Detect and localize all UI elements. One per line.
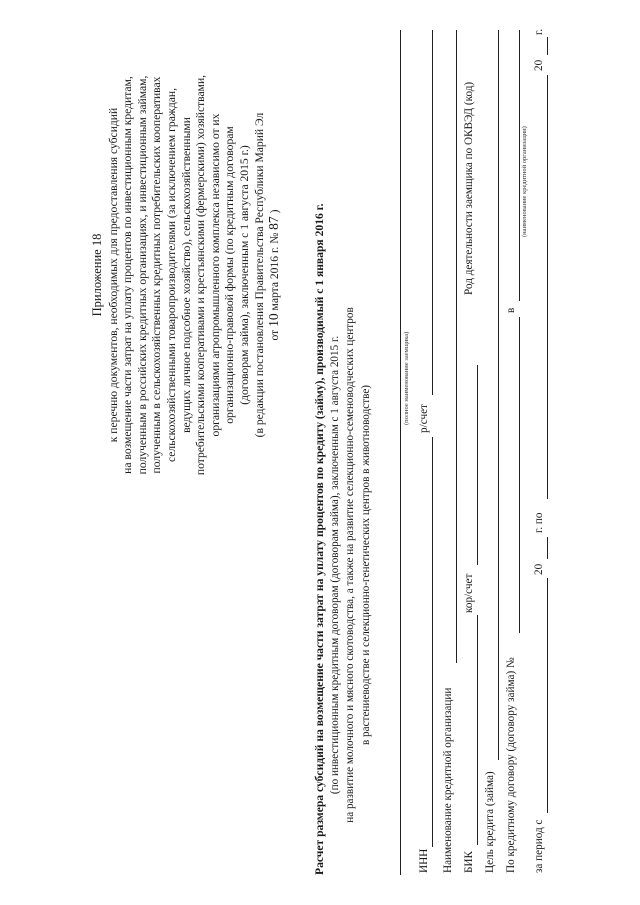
- period-label: за период с: [533, 819, 545, 873]
- calculation-title-block: [312, 203, 374, 875]
- year-suffix: г. по: [533, 512, 545, 533]
- ks-line[interactable]: [477, 365, 478, 565]
- bank-in-line[interactable]: [519, 30, 520, 301]
- bik-line[interactable]: [477, 615, 478, 845]
- year-to-line[interactable]: [547, 37, 548, 55]
- appendix-line: организационно-правовой формы (по кредитным договорам: [223, 126, 237, 424]
- contract-number-line[interactable]: [519, 317, 520, 633]
- bank-name-label: Наименование кредитной организации: [442, 687, 454, 873]
- rs-line[interactable]: [432, 30, 433, 395]
- inn-label: ИНН: [418, 848, 430, 873]
- appendix-title: Приложение 18: [90, 233, 104, 317]
- bank-name-line[interactable]: [456, 30, 457, 663]
- resolution-date-line: [267, 0, 283, 555]
- date-day: 10: [266, 313, 282, 327]
- period-from-line[interactable]: [547, 578, 548, 813]
- contract-label: По кредитному договору (договору займа) №: [505, 657, 517, 873]
- rotated-form: [0, 10, 640, 895]
- year-end: г.: [533, 28, 545, 35]
- date-rest: марта 2016 г. №: [268, 232, 282, 311]
- rs-label: р/счет: [418, 404, 430, 433]
- appendix-line: к перечню документов, необходимых для предоставления субсидий: [106, 107, 120, 443]
- appendix-line: полученным в сельскохозяйственных кредитных потребительских кооперативах: [150, 76, 164, 474]
- resolution-number: 87: [266, 216, 282, 230]
- appendix-line: ведущих личное подсобное хозяйство), сельскохозяйственными: [179, 117, 193, 433]
- close-paren: ): [268, 209, 282, 214]
- appendix-header: [90, 0, 283, 555]
- appendix-line: организациями агропромышленного комплекса независимо от их: [208, 113, 222, 437]
- period-to-line[interactable]: [547, 75, 548, 499]
- appendix-line: на возмещение части затрат на уплату процентов по инвестиционным кредитам,: [121, 76, 135, 474]
- date-prefix: от: [268, 329, 282, 341]
- bank-caption: (наименование кредитной организации): [521, 126, 528, 237]
- appendix-line: (договорам займа), заключенным с 1 августа 2015 г.): [237, 145, 251, 405]
- appendix-line: сельскохозяйственными товаропроизводителями (за исключением граждан,: [164, 87, 178, 463]
- appendix-line: (в редакции постановления Правительства Республики Марий Эл: [252, 112, 266, 438]
- form-top-line: [400, 30, 401, 875]
- appendix-line: полученным в российских кредитных организациях, и инвестиционным займам,: [135, 75, 149, 475]
- ks-label: кор/счет: [463, 573, 475, 613]
- calculation-title: Расчет размера субсидий на возмещение части затрат на уплату процентов по кредиту (займу), производимый с 1 января 2016 г.: [313, 203, 326, 875]
- year-prefix: 20: [533, 563, 545, 575]
- okved-label: Род деятельности заемщика по ОКВЭД (код): [463, 81, 475, 295]
- calculation-subtitle: на развитие молочного и мясного скотоводства, а также на развитие селекционно-семеноводческих центров: [344, 307, 356, 823]
- calculation-subtitle: (по инвестиционным кредитным договорам (договорам займа), заключенным с 1 августа 2015 г.: [328, 335, 341, 795]
- appendix-line: потребительскими кооперативами и крестьянскими (фермерскими) хозяйствами,: [194, 74, 208, 476]
- purpose-line[interactable]: [498, 30, 499, 760]
- in-label: в: [505, 307, 517, 313]
- year-prefix-2: 20: [533, 59, 545, 71]
- bik-label: БИК: [463, 851, 475, 873]
- purpose-label: Цель кредита (займа): [484, 771, 496, 873]
- calculation-subtitle: в растениеводстве и селекционно-генетических центров в животноводстве): [359, 384, 372, 746]
- borrower-caption: (полное наименование заемщика): [403, 331, 410, 425]
- year-from-line[interactable]: [547, 537, 548, 559]
- inn-line[interactable]: [432, 437, 433, 847]
